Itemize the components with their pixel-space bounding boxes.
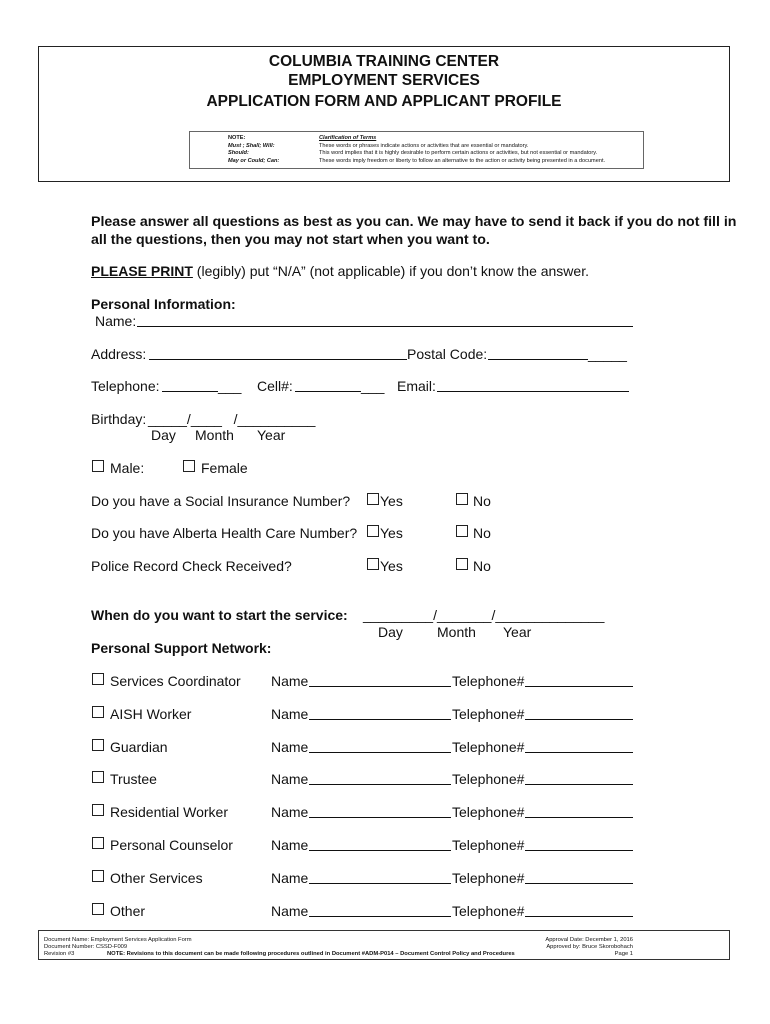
header-title-2: EMPLOYMENT SERVICES	[288, 72, 480, 89]
sin-yes-checkbox[interactable]	[367, 493, 379, 505]
email-label: Email:	[397, 378, 436, 394]
police-check-yes-label: Yes	[380, 558, 403, 574]
birthday-field[interactable]: _____/____ /__________	[148, 411, 316, 427]
services-coordinator-telephone-field[interactable]	[525, 686, 633, 687]
aish-worker-checkbox[interactable]	[92, 706, 104, 718]
health-care-no-label: No	[473, 525, 491, 541]
notes-box	[189, 131, 644, 169]
postal-code-label: Postal Code:	[407, 346, 488, 362]
health-care-no-checkbox[interactable]	[456, 525, 468, 537]
start-year-label: Year	[503, 624, 532, 640]
intro-text	[91, 213, 741, 249]
other-telephone-field[interactable]	[525, 916, 633, 917]
residential-worker-checkbox[interactable]	[92, 804, 104, 816]
personal-counselor-name-field[interactable]	[309, 850, 451, 851]
header-box	[38, 46, 730, 182]
residential-worker-label: Residential Worker	[110, 804, 229, 820]
residential-worker-name-field[interactable]	[309, 817, 451, 818]
birthday-month-label: Month	[195, 427, 234, 443]
aish-worker-label: AISH Worker	[110, 706, 192, 722]
telephone-tail: ___	[218, 378, 242, 394]
female-label: Female	[201, 460, 248, 476]
services-coordinator-telephone-label: Telephone#	[452, 673, 525, 689]
support-network-heading: Personal Support Network:	[91, 640, 272, 656]
police-check-no-label: No	[473, 558, 491, 574]
name-field[interactable]	[137, 326, 633, 327]
guardian-checkbox[interactable]	[92, 739, 104, 751]
male-checkbox[interactable]	[92, 460, 104, 472]
address-field[interactable]	[149, 359, 407, 360]
telephone-label: Telephone:	[91, 378, 160, 394]
guardian-label: Guardian	[110, 739, 168, 755]
trustee-label: Trustee	[110, 771, 157, 787]
must-desc: These words or phrases indicate actions or activities that are essential or mandatory.	[319, 142, 529, 149]
guardian-telephone-label: Telephone#	[452, 739, 525, 755]
other-services-label: Other Services	[110, 870, 203, 886]
sin-no-checkbox[interactable]	[456, 493, 468, 505]
aish-worker-telephone-field[interactable]	[525, 719, 633, 720]
cell-tail: ___	[361, 378, 385, 394]
footer-doc-number: Document Number: CSSD-F009	[44, 944, 128, 950]
email-field[interactable]	[437, 391, 498, 392]
police-check-no-checkbox[interactable]	[456, 558, 468, 570]
postal-code-tail: _____	[588, 346, 627, 362]
footer-box	[38, 930, 730, 960]
male-label: Male:	[110, 460, 145, 476]
should-desc: This word implies that it is highly desirable to perform certain actions or activities, but not essential or mandatory.	[319, 150, 598, 156]
sin-no-label: No	[473, 493, 491, 509]
residential-worker-name-label: Name	[271, 804, 309, 820]
guardian-name-field[interactable]	[309, 752, 451, 753]
header-title-1: COLUMBIA TRAINING CENTER	[268, 53, 500, 70]
personal-info-heading: Personal Information:	[91, 296, 236, 312]
footer-revision: Revision #3	[44, 951, 75, 957]
trustee-telephone-label: Telephone#	[452, 771, 525, 787]
personal-counselor-name-label: Name	[271, 837, 309, 853]
other-checkbox[interactable]	[92, 903, 104, 915]
services-coordinator-checkbox[interactable]	[92, 673, 104, 685]
print-instructions	[91, 263, 589, 279]
please-print-label: PLEASE PRINT	[91, 263, 193, 279]
trustee-name-label: Name	[271, 771, 309, 787]
intro-line-2: all the questions, then you may not start when you want to.	[91, 232, 490, 248]
female-checkbox[interactable]	[183, 460, 195, 472]
other-services-name-label: Name	[271, 870, 309, 886]
other-name-field[interactable]	[309, 916, 451, 917]
aish-worker-telephone-label: Telephone#	[452, 706, 525, 722]
note-label: NOTE:	[228, 135, 246, 141]
aish-worker-name-label: Name	[271, 706, 309, 722]
guardian-name-label: Name	[271, 739, 309, 755]
start-month-label: Month	[437, 624, 476, 640]
other-services-telephone-label: Telephone#	[452, 870, 525, 886]
residential-worker-telephone-label: Telephone#	[452, 804, 525, 820]
health-care-yes-label: Yes	[380, 525, 403, 541]
other-services-name-field[interactable]	[309, 883, 451, 884]
should-label: Should:	[228, 150, 249, 156]
other-label: Other	[110, 903, 146, 919]
clarification-heading: Clarification of Terms	[319, 135, 377, 141]
cell-label: Cell#:	[257, 378, 293, 394]
start-date-field[interactable]: _________/_______/______________	[363, 607, 605, 623]
footer-approved-by: Approved by: Bruce Skorobohach	[546, 944, 633, 950]
birthday-day-label: Day	[151, 427, 176, 443]
footer-doc-name: Document Name: Employment Services Application Form	[44, 937, 192, 943]
telephone-field[interactable]	[162, 391, 218, 392]
aish-worker-name-field[interactable]	[309, 719, 451, 720]
footer-approval-date: Approval Date: December 1, 2016	[545, 937, 633, 943]
email-field-ext[interactable]	[498, 391, 629, 392]
notes-labels	[228, 135, 279, 165]
guardian-telephone-field[interactable]	[525, 752, 633, 753]
other-services-telephone-field[interactable]	[525, 883, 633, 884]
sin-yes-label: Yes	[380, 493, 403, 509]
cell-field[interactable]	[295, 391, 361, 392]
trustee-checkbox[interactable]	[92, 771, 104, 783]
services-coordinator-name-field[interactable]	[309, 686, 451, 687]
other-services-checkbox[interactable]	[92, 870, 104, 882]
trustee-telephone-field[interactable]	[525, 784, 633, 785]
police-check-question: Police Record Check Received?	[91, 558, 292, 574]
trustee-name-field[interactable]	[309, 784, 451, 785]
birthday-label: Birthday:	[91, 411, 147, 427]
health-care-question: Do you have Alberta Health Care Number?	[91, 525, 358, 541]
health-care-yes-checkbox[interactable]	[367, 525, 379, 537]
footer-note: NOTE: Revisions to this document can be made following procedures outlined in Document #ADM-P014 – Document Control Policy and Procedures	[107, 951, 515, 957]
personal-counselor-telephone-field[interactable]	[525, 850, 633, 851]
must-label: Must ; Shall; Will:	[228, 142, 275, 149]
address-label: Address:	[91, 346, 147, 362]
may-label: May or Could; Can:	[228, 157, 280, 164]
print-instructions-text: (legibly) put “N/A” (not applicable) if you don’t know the answer.	[192, 263, 589, 279]
personal-counselor-label: Personal Counselor	[110, 837, 233, 853]
personal-counselor-telephone-label: Telephone#	[452, 837, 525, 853]
residential-worker-telephone-field[interactable]	[525, 817, 633, 818]
police-check-yes-checkbox[interactable]	[367, 558, 379, 570]
footer-page: Page 1	[614, 951, 633, 957]
services-coordinator-label: Services Coordinator	[110, 673, 241, 689]
sin-question: Do you have a Social Insurance Number?	[91, 493, 351, 509]
start-day-label: Day	[378, 624, 403, 640]
services-coordinator-name-label: Name	[271, 673, 309, 689]
other-telephone-label: Telephone#	[452, 903, 525, 919]
notes-descriptions	[319, 135, 605, 165]
personal-counselor-checkbox[interactable]	[92, 837, 104, 849]
start-service-label: When do you want to start the service:	[91, 607, 348, 623]
postal-code-field[interactable]	[488, 359, 588, 360]
birthday-year-label: Year	[257, 427, 286, 443]
other-name-label: Name	[271, 903, 309, 919]
name-label: Name:	[95, 313, 137, 329]
header-title-3: APPLICATION FORM AND APPLICANT PROFILE	[206, 93, 562, 110]
intro-line-1: Please answer all questions as best as you can. We may have to send it back if you do not fill in	[91, 214, 737, 230]
may-desc: These words imply freedom or liberty to follow an alternative to the action or activity being presented in a document.	[319, 157, 606, 164]
